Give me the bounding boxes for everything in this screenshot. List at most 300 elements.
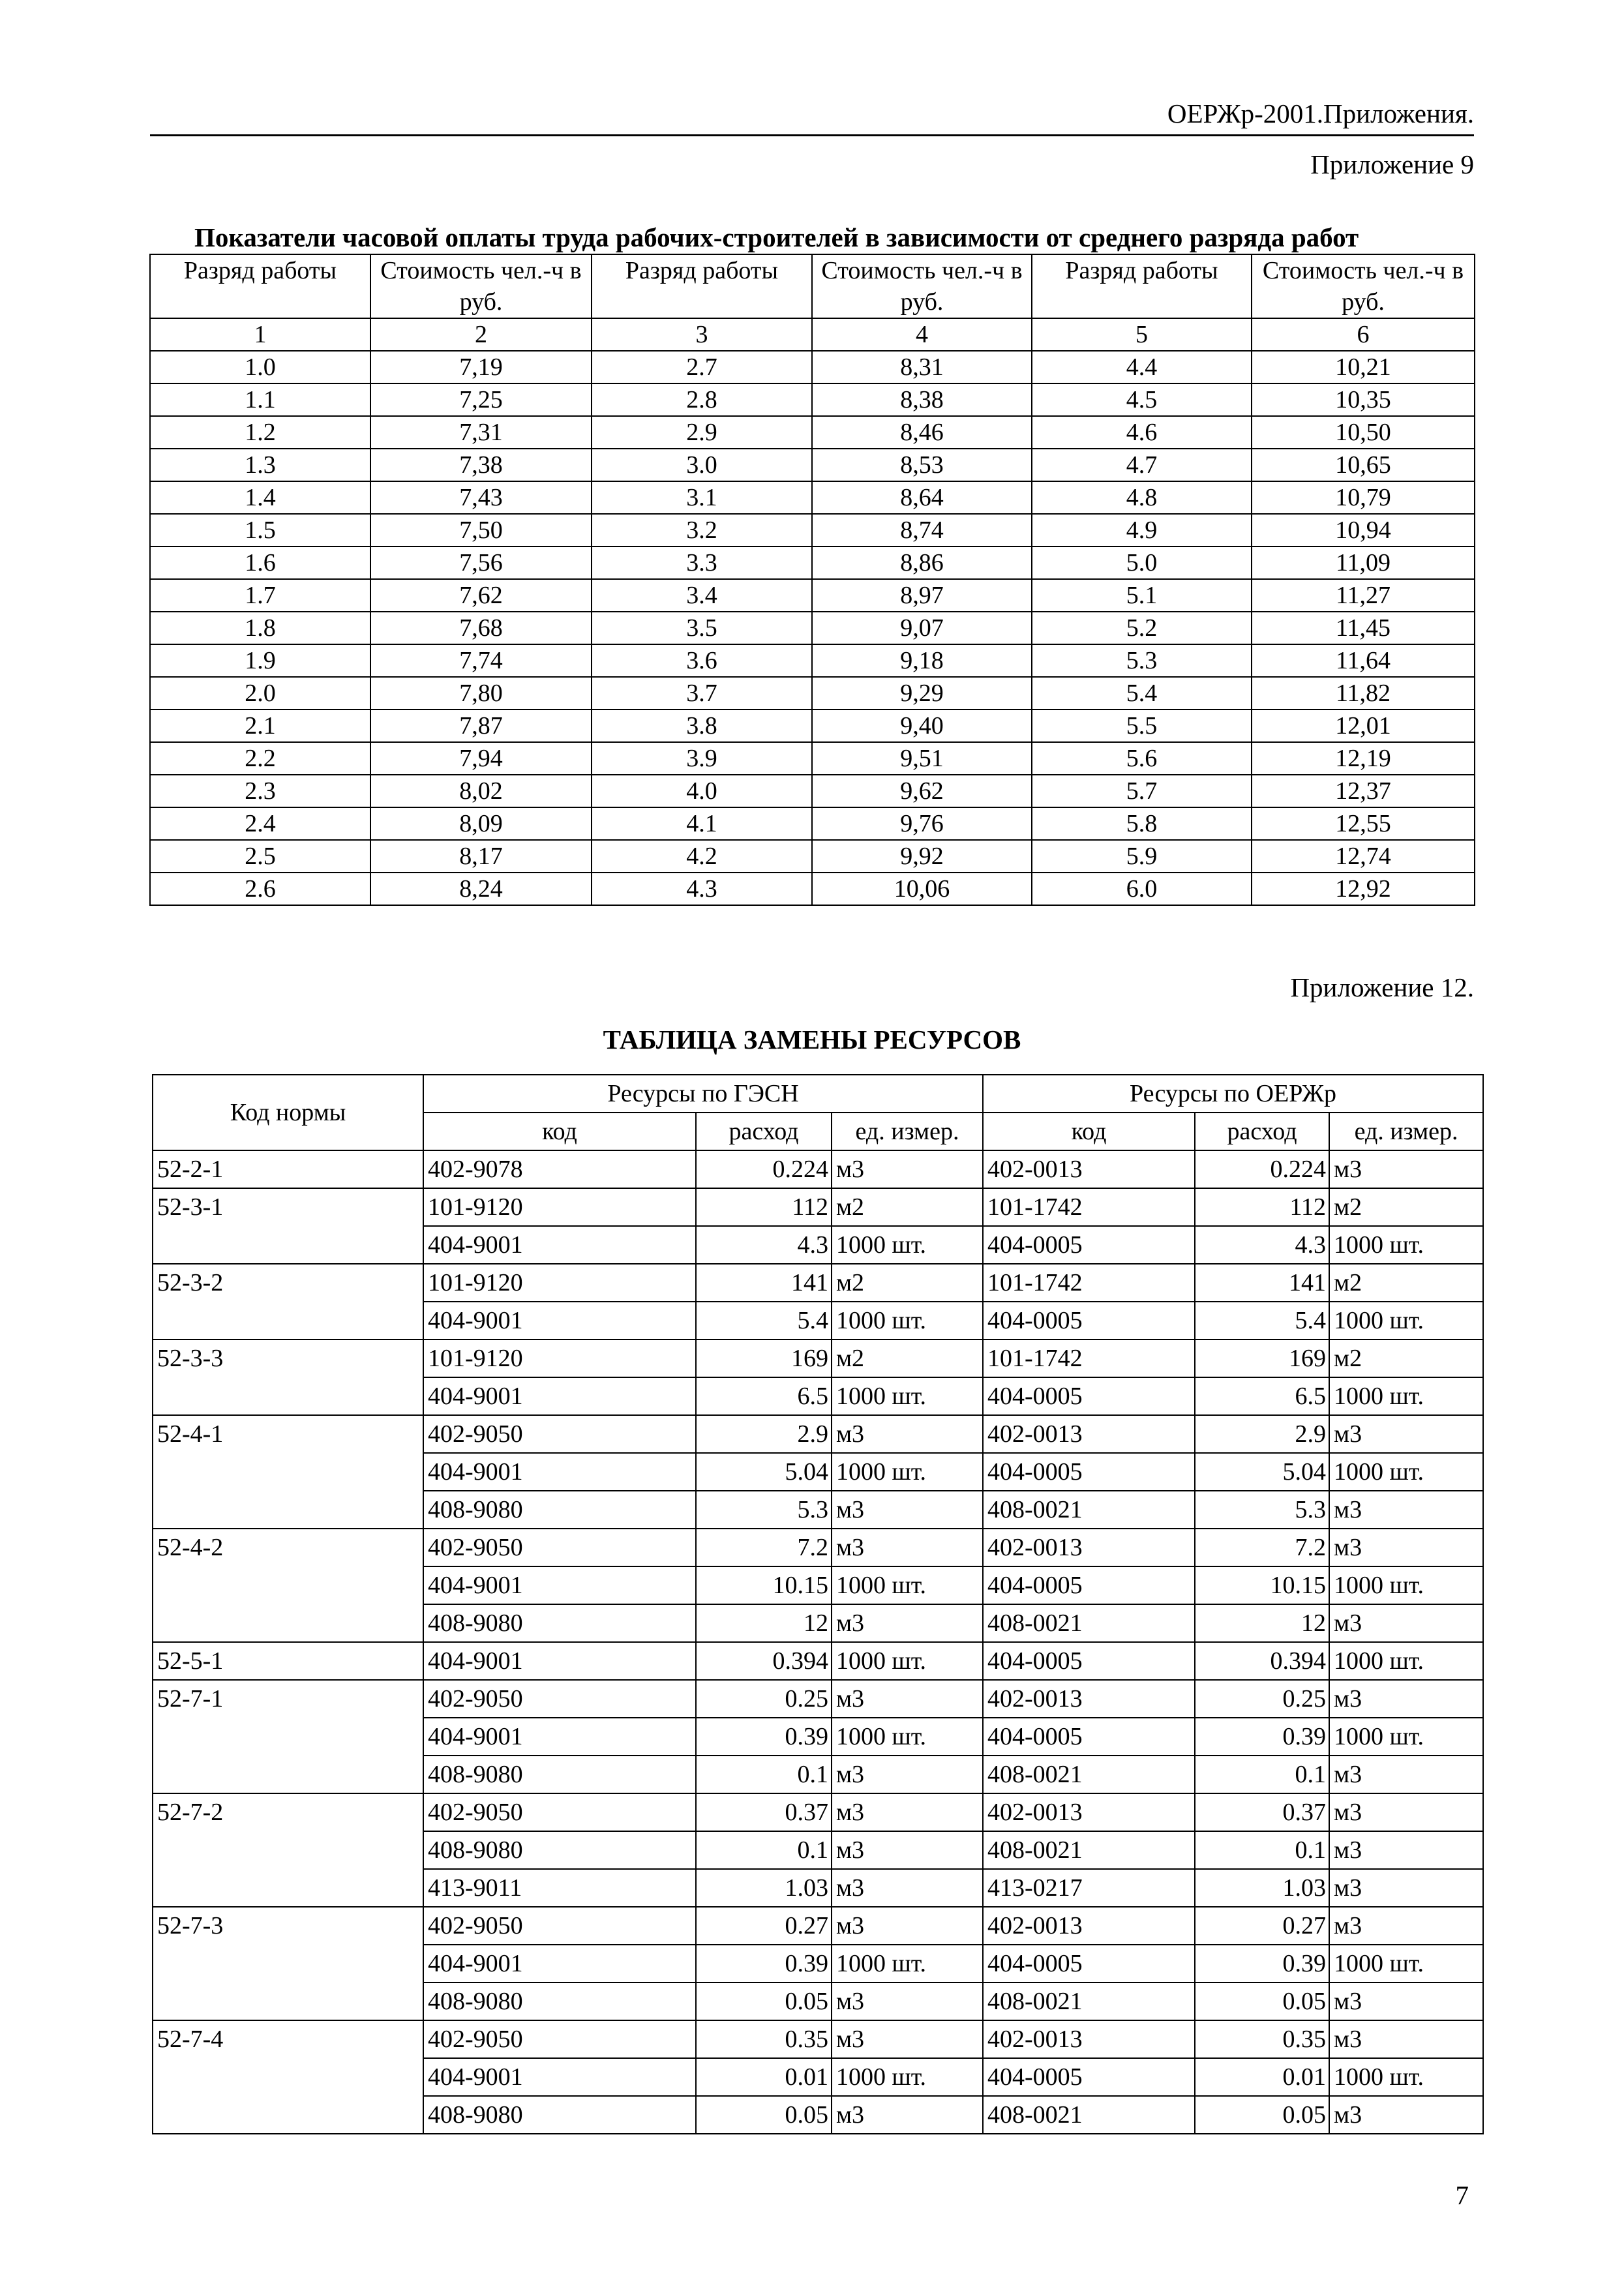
- rates-cell: 9,07: [812, 612, 1032, 644]
- rates-col-number: 4: [812, 318, 1032, 351]
- subst-cell: м3: [832, 1982, 983, 2020]
- subst-cell: 1000 шт.: [1329, 1226, 1483, 1264]
- table-row: [150, 546, 1475, 579]
- subst-cell: 408-0021: [983, 2096, 1195, 2134]
- subst-cell: 402-9078: [423, 1150, 696, 1188]
- table-row: [153, 1680, 1483, 1718]
- norm-code-cell: 52-2-1: [153, 1150, 423, 1188]
- rates-cell: 9,51: [812, 742, 1032, 775]
- rates-cell: 10,65: [1252, 449, 1475, 481]
- subst-cell: м3: [832, 1680, 983, 1718]
- rates-cell: 5.8: [1032, 807, 1252, 840]
- rates-cell: 9,76: [812, 807, 1032, 840]
- rates-cell: 8,74: [812, 514, 1032, 546]
- subst-cell: 5.3: [1195, 1491, 1329, 1529]
- subst-cell: м2: [1329, 1188, 1483, 1226]
- resource-substitution-table: [152, 1074, 1484, 2134]
- table-row: [153, 1907, 1483, 1945]
- rates-col-header: Разряд работы: [150, 254, 370, 318]
- rates-cell: 10,21: [1252, 351, 1475, 383]
- subst-cell: 101-9120: [423, 1339, 696, 1377]
- subst-cell: м2: [832, 1188, 983, 1226]
- table-row: [150, 807, 1475, 840]
- rates-cell: 1.3: [150, 449, 370, 481]
- rates-cell: 5.4: [1032, 677, 1252, 710]
- gesn-header: Ресурсы по ГЭСН: [423, 1075, 983, 1113]
- subst-cell: 0.39: [1195, 1945, 1329, 1982]
- subst-cell: 101-1742: [983, 1264, 1195, 1302]
- subst-cell: 402-0013: [983, 1907, 1195, 1945]
- table-row: [150, 873, 1475, 905]
- rates-cell: 11,27: [1252, 579, 1475, 612]
- subst-cell: 1000 шт.: [1329, 1945, 1483, 1982]
- subst-cell: 408-0021: [983, 1491, 1195, 1529]
- rates-cell: 1.4: [150, 481, 370, 514]
- subst-cell: 101-1742: [983, 1188, 1195, 1226]
- rates-cell: 7,19: [370, 351, 592, 383]
- rates-cell: 8,46: [812, 416, 1032, 449]
- subst-cell: 0.05: [1195, 2096, 1329, 2134]
- subst-cell: м3: [1329, 1604, 1483, 1642]
- rates-cell: 9,29: [812, 677, 1032, 710]
- subst-cell: 402-9050: [423, 1793, 696, 1831]
- subst-cell: 0.1: [696, 1831, 832, 1869]
- subst-cell: 169: [1195, 1339, 1329, 1377]
- subst-cell: 0.224: [1195, 1150, 1329, 1188]
- rates-cell: 7,74: [370, 644, 592, 677]
- subst-cell: 404-9001: [423, 1566, 696, 1604]
- subst-cell: 408-9080: [423, 1491, 696, 1529]
- subst-cell: 5.4: [696, 1302, 832, 1339]
- rates-cell: 12,19: [1252, 742, 1475, 775]
- rates-cell: 8,64: [812, 481, 1032, 514]
- subst-cell: 5.04: [1195, 1453, 1329, 1491]
- subst-cell: м2: [1329, 1264, 1483, 1302]
- subst-cell: 404-0005: [983, 1226, 1195, 1264]
- rates-col-header: Разряд работы: [592, 254, 812, 318]
- subst-cell: м3: [832, 1415, 983, 1453]
- subst-cell: 6.5: [1195, 1377, 1329, 1415]
- rates-cell: 9,18: [812, 644, 1032, 677]
- rates-col-header: Стоимость чел.-ч в руб.: [370, 254, 592, 318]
- subst-cell: 404-0005: [983, 1642, 1195, 1680]
- norm-code-cell: 52-3-1: [153, 1188, 423, 1264]
- subst-cell: м3: [1329, 1756, 1483, 1793]
- running-header: ОЕРЖр-2001.Приложения.: [1167, 98, 1474, 128]
- table-row: [150, 416, 1475, 449]
- subst-cell: 0.394: [1195, 1642, 1329, 1680]
- rates-cell: 2.9: [592, 416, 812, 449]
- table-row: [150, 742, 1475, 775]
- norm-code-cell: 52-7-4: [153, 2020, 423, 2134]
- rates-cell: 3.3: [592, 546, 812, 579]
- rates-cell: 2.2: [150, 742, 370, 775]
- subst-cell: 112: [1195, 1188, 1329, 1226]
- subst-cell: м3: [1329, 1907, 1483, 1945]
- subst-cell: 0.394: [696, 1642, 832, 1680]
- rates-cell: 3.6: [592, 644, 812, 677]
- rates-cell: 3.8: [592, 710, 812, 742]
- table-row: [150, 677, 1475, 710]
- rates-cell: 8,38: [812, 383, 1032, 416]
- subst-cell: 6.5: [696, 1377, 832, 1415]
- subst-cell: 0.39: [696, 1945, 832, 1982]
- rates-cell: 4.0: [592, 775, 812, 807]
- table-row: [150, 383, 1475, 416]
- subst-cell: 408-0021: [983, 1831, 1195, 1869]
- norm-code-header: Код нормы: [153, 1075, 423, 1150]
- subst-cell: 408-9080: [423, 2096, 696, 2134]
- table-row: [153, 1188, 1483, 1226]
- rates-cell: 4.4: [1032, 351, 1252, 383]
- subst-cell: м3: [832, 1831, 983, 1869]
- subst-cell: 408-0021: [983, 1982, 1195, 2020]
- subst-cell: м3: [832, 1869, 983, 1907]
- table-row: [153, 1642, 1483, 1680]
- subst-cell: 402-0013: [983, 1415, 1195, 1453]
- subst-subheader-code: код: [983, 1113, 1195, 1150]
- table-row: [150, 579, 1475, 612]
- subst-cell: 404-9001: [423, 2058, 696, 2096]
- rates-col-number-row: [150, 318, 1475, 351]
- subst-subheader-rate: расход: [696, 1113, 832, 1150]
- rates-cell: 2.5: [150, 840, 370, 873]
- rates-cell: 12,01: [1252, 710, 1475, 742]
- rates-cell: 3.0: [592, 449, 812, 481]
- subst-cell: 1000 шт.: [832, 1945, 983, 1982]
- subst-cell: 404-9001: [423, 1226, 696, 1264]
- rates-cell: 2.1: [150, 710, 370, 742]
- rates-cell: 3.2: [592, 514, 812, 546]
- rates-cell: 5.0: [1032, 546, 1252, 579]
- subst-cell: 0.37: [1195, 1793, 1329, 1831]
- table-row: [153, 2020, 1483, 2058]
- table-row: [150, 612, 1475, 644]
- rates-cell: 9,92: [812, 840, 1032, 873]
- rates-cell: 3.4: [592, 579, 812, 612]
- subst-cell: 0.1: [1195, 1831, 1329, 1869]
- subst-cell: м3: [832, 2020, 983, 2058]
- appendix-9-title: Показатели часовой оплаты труда рабочих-строителей в зависимости от среднего разряда работ: [194, 222, 1359, 252]
- subst-cell: м3: [832, 1793, 983, 1831]
- subst-cell: 0.25: [1195, 1680, 1329, 1718]
- subst-cell: м3: [1329, 2096, 1483, 2134]
- subst-cell: 1.03: [1195, 1869, 1329, 1907]
- rates-cell: 8,31: [812, 351, 1032, 383]
- rates-cell: 5.3: [1032, 644, 1252, 677]
- subst-cell: м3: [832, 1604, 983, 1642]
- subst-cell: 408-9080: [423, 1756, 696, 1793]
- subst-cell: 408-0021: [983, 1756, 1195, 1793]
- table-row: [153, 1339, 1483, 1377]
- subst-cell: м3: [1329, 1150, 1483, 1188]
- rates-cell: 5.6: [1032, 742, 1252, 775]
- subst-cell: м3: [832, 2096, 983, 2134]
- subst-cell: 402-9050: [423, 1907, 696, 1945]
- subst-cell: 2.9: [1195, 1415, 1329, 1453]
- rates-cell: 12,55: [1252, 807, 1475, 840]
- subst-cell: 1000 шт.: [832, 1226, 983, 1264]
- subst-cell: м3: [1329, 1982, 1483, 2020]
- subst-cell: 7.2: [696, 1529, 832, 1566]
- subst-cell: 402-9050: [423, 1680, 696, 1718]
- subst-cell: 1000 шт.: [1329, 1453, 1483, 1491]
- table-row: [150, 840, 1475, 873]
- subst-cell: 1000 шт.: [832, 1642, 983, 1680]
- rates-cell: 8,17: [370, 840, 592, 873]
- subst-cell: 101-9120: [423, 1264, 696, 1302]
- rates-cell: 7,31: [370, 416, 592, 449]
- subst-cell: 141: [696, 1264, 832, 1302]
- rates-cell: 4.3: [592, 873, 812, 905]
- subst-cell: 413-9011: [423, 1869, 696, 1907]
- subst-cell: 7.2: [1195, 1529, 1329, 1566]
- norm-code-cell: 52-4-2: [153, 1529, 423, 1642]
- subst-cell: 404-0005: [983, 1945, 1195, 1982]
- rates-cell: 2.4: [150, 807, 370, 840]
- subst-cell: м3: [1329, 1680, 1483, 1718]
- subst-cell: 402-0013: [983, 2020, 1195, 2058]
- subst-subheader-unit: ед. измер.: [832, 1113, 983, 1150]
- subst-cell: м3: [1329, 1793, 1483, 1831]
- subst-cell: 402-0013: [983, 1150, 1195, 1188]
- rates-cell: 4.5: [1032, 383, 1252, 416]
- rates-cell: 7,43: [370, 481, 592, 514]
- subst-cell: 5.3: [696, 1491, 832, 1529]
- rates-cell: 3.7: [592, 677, 812, 710]
- page-number: 7: [1455, 2180, 1469, 2210]
- rates-cell: 2.8: [592, 383, 812, 416]
- subst-cell: 402-9050: [423, 1415, 696, 1453]
- rates-cell: 4.1: [592, 807, 812, 840]
- rates-cell: 5.2: [1032, 612, 1252, 644]
- subst-cell: 402-9050: [423, 2020, 696, 2058]
- table-row: [153, 1415, 1483, 1453]
- rates-col-number: 3: [592, 318, 812, 351]
- rates-cell: 4.2: [592, 840, 812, 873]
- subst-cell: 402-0013: [983, 1529, 1195, 1566]
- subst-cell: 10.15: [696, 1566, 832, 1604]
- table-row: [153, 1529, 1483, 1566]
- subst-subheader-code: код: [423, 1113, 696, 1150]
- rates-cell: 7,56: [370, 546, 592, 579]
- subst-header-row-1: [153, 1075, 1483, 1113]
- norm-code-cell: 52-4-1: [153, 1415, 423, 1529]
- subst-cell: 404-9001: [423, 1642, 696, 1680]
- rates-col-number: 2: [370, 318, 592, 351]
- rates-cell: 4.8: [1032, 481, 1252, 514]
- subst-cell: м3: [832, 1529, 983, 1566]
- subst-cell: 5.4: [1195, 1302, 1329, 1339]
- subst-cell: 404-0005: [983, 1302, 1195, 1339]
- subst-cell: 101-1742: [983, 1339, 1195, 1377]
- subst-cell: м3: [1329, 1491, 1483, 1529]
- rates-col-header: Стоимость чел.-ч в руб.: [812, 254, 1032, 318]
- subst-cell: 404-9001: [423, 1302, 696, 1339]
- subst-cell: 0.35: [1195, 2020, 1329, 2058]
- subst-cell: 0.224: [696, 1150, 832, 1188]
- rates-cell: 11,45: [1252, 612, 1475, 644]
- subst-cell: 1000 шт.: [1329, 1566, 1483, 1604]
- table-row: [150, 481, 1475, 514]
- rates-cell: 1.2: [150, 416, 370, 449]
- rates-cell: 10,50: [1252, 416, 1475, 449]
- subst-cell: 1000 шт.: [832, 1718, 983, 1756]
- subst-cell: 0.39: [696, 1718, 832, 1756]
- norm-code-cell: 52-5-1: [153, 1642, 423, 1680]
- subst-subheader-unit: ед. измер.: [1329, 1113, 1483, 1150]
- subst-cell: м3: [832, 1491, 983, 1529]
- table-row: [150, 644, 1475, 677]
- subst-cell: 0.39: [1195, 1718, 1329, 1756]
- subst-cell: 12: [1195, 1604, 1329, 1642]
- oerzhr-header: Ресурсы по ОЕРЖр: [983, 1075, 1483, 1113]
- subst-cell: 1000 шт.: [1329, 1302, 1483, 1339]
- rates-cell: 10,35: [1252, 383, 1475, 416]
- table-row: [150, 775, 1475, 807]
- subst-cell: 0.27: [696, 1907, 832, 1945]
- appendix-12-label: Приложение 12.: [1290, 972, 1474, 1002]
- rates-col-header: Разряд работы: [1032, 254, 1252, 318]
- subst-cell: 408-9080: [423, 1982, 696, 2020]
- subst-cell: 1000 шт.: [832, 1566, 983, 1604]
- subst-cell: 0.27: [1195, 1907, 1329, 1945]
- subst-cell: 0.37: [696, 1793, 832, 1831]
- rates-cell: 1.9: [150, 644, 370, 677]
- subst-cell: м3: [832, 1907, 983, 1945]
- subst-cell: 0.35: [696, 2020, 832, 2058]
- rates-cell: 1.6: [150, 546, 370, 579]
- subst-cell: м3: [1329, 2020, 1483, 2058]
- norm-code-cell: 52-7-3: [153, 1907, 423, 2020]
- appendix-12-title: ТАБЛИЦА ЗАМЕНЫ РЕСУРСОВ: [603, 1025, 1021, 1055]
- subst-cell: м2: [832, 1264, 983, 1302]
- subst-cell: 404-9001: [423, 1718, 696, 1756]
- subst-cell: 1000 шт.: [1329, 2058, 1483, 2096]
- rates-cell: 1.1: [150, 383, 370, 416]
- subst-cell: м3: [1329, 1869, 1483, 1907]
- rates-cell: 10,06: [812, 873, 1032, 905]
- subst-cell: 101-9120: [423, 1188, 696, 1226]
- table-row: [150, 514, 1475, 546]
- subst-cell: м2: [832, 1339, 983, 1377]
- rates-col-number: 5: [1032, 318, 1252, 351]
- rates-cell: 8,53: [812, 449, 1032, 481]
- subst-cell: 402-9050: [423, 1529, 696, 1566]
- subst-cell: 0.05: [1195, 1982, 1329, 2020]
- table-row: [153, 1150, 1483, 1188]
- rates-cell: 12,37: [1252, 775, 1475, 807]
- subst-cell: 404-9001: [423, 1453, 696, 1491]
- subst-cell: 408-9080: [423, 1604, 696, 1642]
- subst-cell: м3: [832, 1756, 983, 1793]
- subst-cell: 404-0005: [983, 2058, 1195, 2096]
- subst-cell: 1.03: [696, 1869, 832, 1907]
- subst-cell: 1000 шт.: [832, 1302, 983, 1339]
- rates-cell: 7,80: [370, 677, 592, 710]
- rates-cell: 1.0: [150, 351, 370, 383]
- rates-col-number: 6: [1252, 318, 1475, 351]
- rates-cell: 2.0: [150, 677, 370, 710]
- subst-cell: 404-0005: [983, 1453, 1195, 1491]
- rates-cell: 12,74: [1252, 840, 1475, 873]
- subst-cell: 0.1: [696, 1756, 832, 1793]
- subst-cell: 404-0005: [983, 1718, 1195, 1756]
- subst-cell: 1000 шт.: [832, 1377, 983, 1415]
- rates-header-row: [150, 254, 1475, 318]
- rates-cell: 2.7: [592, 351, 812, 383]
- rates-cell: 7,94: [370, 742, 592, 775]
- subst-cell: 413-0217: [983, 1869, 1195, 1907]
- subst-cell: 404-0005: [983, 1377, 1195, 1415]
- rates-cell: 10,94: [1252, 514, 1475, 546]
- hourly-rates-table: [149, 254, 1475, 906]
- rates-cell: 2.6: [150, 873, 370, 905]
- subst-cell: 12: [696, 1604, 832, 1642]
- subst-cell: 408-9080: [423, 1831, 696, 1869]
- rates-cell: 4.6: [1032, 416, 1252, 449]
- subst-cell: м2: [1329, 1339, 1483, 1377]
- subst-cell: 5.04: [696, 1453, 832, 1491]
- subst-cell: 10.15: [1195, 1566, 1329, 1604]
- rates-cell: 10,79: [1252, 481, 1475, 514]
- subst-cell: 0.05: [696, 1982, 832, 2020]
- rates-cell: 8,97: [812, 579, 1032, 612]
- subst-cell: м3: [1329, 1831, 1483, 1869]
- rates-cell: 7,62: [370, 579, 592, 612]
- subst-cell: 1000 шт.: [832, 1453, 983, 1491]
- norm-code-cell: 52-3-3: [153, 1339, 423, 1415]
- subst-cell: м3: [1329, 1415, 1483, 1453]
- subst-cell: 402-0013: [983, 1793, 1195, 1831]
- rates-cell: 1.5: [150, 514, 370, 546]
- rates-cell: 9,62: [812, 775, 1032, 807]
- subst-cell: 141: [1195, 1264, 1329, 1302]
- rates-cell: 7,87: [370, 710, 592, 742]
- rates-cell: 2.3: [150, 775, 370, 807]
- subst-cell: м3: [1329, 1529, 1483, 1566]
- rates-cell: 3.1: [592, 481, 812, 514]
- header-rule: [150, 134, 1474, 136]
- rates-cell: 7,38: [370, 449, 592, 481]
- rates-cell: 5.7: [1032, 775, 1252, 807]
- rates-cell: 4.7: [1032, 449, 1252, 481]
- rates-col-header: Стоимость чел.-ч в руб.: [1252, 254, 1475, 318]
- rates-cell: 8,86: [812, 546, 1032, 579]
- norm-code-cell: 52-7-2: [153, 1793, 423, 1907]
- subst-cell: 4.3: [696, 1226, 832, 1264]
- norm-code-cell: 52-7-1: [153, 1680, 423, 1793]
- rates-cell: 8,02: [370, 775, 592, 807]
- rates-cell: 7,50: [370, 514, 592, 546]
- rates-cell: 1.7: [150, 579, 370, 612]
- subst-cell: 404-9001: [423, 1945, 696, 1982]
- rates-cell: 3.5: [592, 612, 812, 644]
- subst-cell: 402-0013: [983, 1680, 1195, 1718]
- table-row: [150, 710, 1475, 742]
- rates-cell: 8,24: [370, 873, 592, 905]
- subst-cell: 408-0021: [983, 1604, 1195, 1642]
- subst-cell: 0.01: [1195, 2058, 1329, 2096]
- rates-cell: 3.9: [592, 742, 812, 775]
- table-row: [150, 449, 1475, 481]
- rates-cell: 11,09: [1252, 546, 1475, 579]
- table-row: [153, 1264, 1483, 1302]
- rates-cell: 11,64: [1252, 644, 1475, 677]
- subst-cell: 0.01: [696, 2058, 832, 2096]
- table-row: [150, 351, 1475, 383]
- rates-cell: 7,25: [370, 383, 592, 416]
